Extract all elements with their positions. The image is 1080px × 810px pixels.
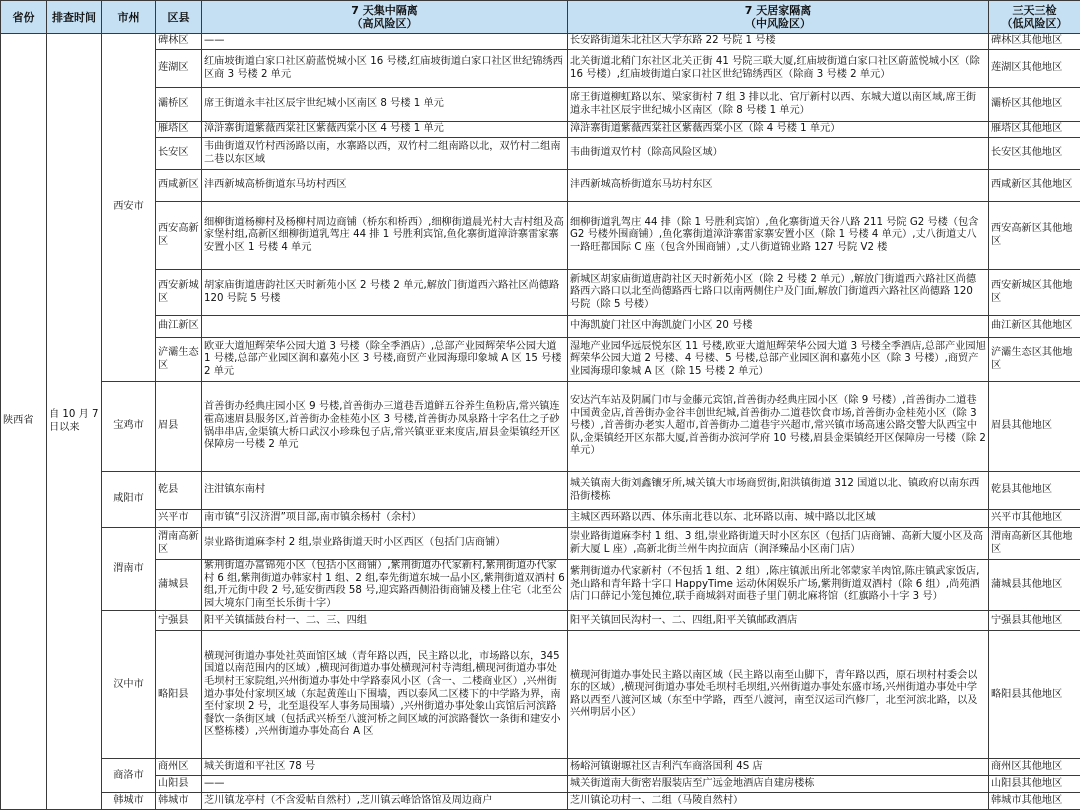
- table-row: [1, 338, 1080, 382]
- low-risk-cell: 碑林区其他地区: [989, 34, 1080, 50]
- mid-risk-cell: 横现河街道办事处民主路以南区域（民主路以南至山脚下，青年路以西，原石坝村村委会以东的区域）,横现河街道办事处毛坝村毛坝组,兴州街道办事处东盛市场,兴州街道办事处中学路以西至八渡河区域（东至中学路，西至八渡河，南至汉运司汽修厂，北至河滨北路，以及兴州明居小区）: [568, 631, 989, 759]
- mid-risk-cell: 沣西新城高桥街道东马坊村东区: [568, 170, 989, 202]
- table-row: [1, 122, 1080, 138]
- time-cell: 自 10 月 7 日以来: [47, 34, 102, 810]
- high-risk-cell: ——: [202, 34, 568, 50]
- high-risk-cell: 南市镇“引汉济渭”项目部,南市镇余杨村（余村）: [202, 510, 568, 528]
- mid-risk-cell: 城关街道南大街密岩服装店至广远金地酒店自建房楼栋: [568, 776, 989, 793]
- district-cell: 碑林区: [156, 34, 202, 50]
- low-risk-cell: 眉县其他地区: [989, 382, 1080, 472]
- table-row: [1, 793, 1080, 810]
- high-risk-cell: 阳平关镇擂鼓台村一、二、三、四组: [202, 611, 568, 631]
- table-row: [1, 316, 1080, 338]
- district-cell: 眉县: [156, 382, 202, 472]
- header-high-title: 7 天集中隔离: [204, 4, 565, 17]
- mid-risk-cell: 细柳街道乳驾庄 44 排（除 1 号胜利宾馆）,鱼化寨街道天谷八路 211 号院 G2 号楼（包含 G2 号楼外围商铺）,鱼化寨街道漳浒寨雷家寨安置小区（除 1 号楼 4 单元）,丈八街道丈八一路旺都国际 C 座（包含外围商铺）,丈八街道锦业路 127 号院 V2 楼: [568, 202, 989, 270]
- low-risk-cell: 雁塔区其他地区: [989, 122, 1080, 138]
- table-row: [1, 631, 1080, 759]
- table-row: [1, 528, 1080, 560]
- mid-risk-cell: 安达汽车站及阴属门市与金藤元宾馆,首善街办经典庄园小区（除 9 号楼）,首善街办二道巷中国黄金店,首善街办金谷丰创世纪城,首善街办二道巷饮食市场,首善街办金桂苑小区（除 3 号楼）,首善街办老实人超市,首善街办二道巷宇兴超市,常兴镇市场高速公路交警大队西宝中队,金渠镇经开区东都大厦,首善街办滨河学府 10 号楼,眉县金渠镇经开区保障房一号楼（除 2 单元）: [568, 382, 989, 472]
- district-cell: 西咸新区: [156, 170, 202, 202]
- low-risk-cell: 宁强县其他地区: [989, 611, 1080, 631]
- mid-risk-cell: 湿地产业园华远辰悦东区 11 号楼,欧亚大道旭辉荣华公园大道 3 号楼全季酒店,总部产业园旭辉荣华公园大道 2 号楼、4 号楼、5 号楼,总部产业园区润和嘉苑小区（除 3 号楼）,商贸产业园海璟印象城 A 区（除 15 号楼 2 单元）: [568, 338, 989, 382]
- table-row: [1, 170, 1080, 202]
- table-row: [1, 138, 1080, 170]
- district-cell: 灞桥区: [156, 88, 202, 122]
- mid-risk-cell: 长安路街道朱北社区大学东路 22 号院 1 号楼: [568, 34, 989, 50]
- mid-risk-cell: 北关街道北稍门东社区北关正街 41 号院三联大厦,红庙坡街道白家口社区蔚蓝悦城小区（除 16 号楼）,红庙坡街道白家口社区世纪锦绣西区（除商 3 号楼 2 单元）: [568, 50, 989, 88]
- low-risk-cell: 长安区其他地区: [989, 138, 1080, 170]
- mid-risk-cell: 阳平关镇回民沟村一、二、四组,阳平关镇邮政酒店: [568, 611, 989, 631]
- high-risk-cell: 芝川镇龙亭村（不含爱帖自然村）,芝川镇云峰饸饹馆及周边商户: [202, 793, 568, 810]
- table-row: [1, 34, 1080, 50]
- low-risk-cell: 曲江新区其他地区: [989, 316, 1080, 338]
- low-risk-cell: 莲湖区其他地区: [989, 50, 1080, 88]
- high-risk-cell: 崇业路街道麻李村 2 组,崇业路街道天时小区西区（包括门店商铺）: [202, 528, 568, 560]
- high-risk-cell: 韦曲街道双竹村西汤路以南，水寨路以西，双竹村二组南路以北，双竹村二组南二巷以东区域: [202, 138, 568, 170]
- low-risk-cell: 兴平市其他地区: [989, 510, 1080, 528]
- header-low-sub: （低风险区）: [991, 17, 1078, 30]
- district-cell: 渭南高新区: [156, 528, 202, 560]
- mid-risk-cell: 漳浒寨街道紫薇西棠社区紫薇西棠小区（除 4 号楼 1 单元）: [568, 122, 989, 138]
- low-risk-cell: 蒲城县其他地区: [989, 560, 1080, 611]
- district-cell: 曲江新区: [156, 316, 202, 338]
- table-row: [1, 50, 1080, 88]
- table-row: [1, 759, 1080, 776]
- header-low-risk: [989, 1, 1080, 34]
- high-risk-cell: 紫荆街道办富锦苑小区（包括小区商铺）,紫荆街道办代家新村,紫荆街道办代家村 6 组,紫荆街道办韩家村 1 组、2 组,奉先街道东城一品小区,紫荆街道双酒村 6 组,开元街中段 2 号,延安街西段 58 号,迎宾路西侧沿街商铺及楼上住宅（北至公园大境东门南至长乐街十字）: [202, 560, 568, 611]
- header-low-title: 三天三检: [991, 4, 1078, 17]
- header-mid-title: 7 天居家隔离: [570, 4, 986, 17]
- header-high-risk: [202, 1, 568, 34]
- header-district: 区县: [156, 1, 202, 34]
- low-risk-cell: 略阳县其他地区: [989, 631, 1080, 759]
- header-mid-risk: [568, 1, 989, 34]
- city-cell: 西安市: [102, 34, 156, 382]
- high-risk-cell: 席王街道永丰社区辰宇世纪城小区南区 8 号楼 1 单元: [202, 88, 568, 122]
- low-risk-cell: 西咸新区其他地区: [989, 170, 1080, 202]
- mid-risk-cell: 杨峪河镇谢塬社区吉利汽车商洛国利 4S 店: [568, 759, 989, 776]
- mid-risk-cell: 席王街道柳虹路以东、梁家街村 7 组 3 排以北、官厅新村以西、东城大道以南区域,席王街道永丰社区辰宇世纪城小区南区（除 8 号楼 1 单元）: [568, 88, 989, 122]
- mid-risk-cell: 韦曲街道双竹村（除高风险区域）: [568, 138, 989, 170]
- high-risk-cell: 红庙坡街道白家口社区蔚蓝悦城小区 16 号楼,红庙坡街道白家口社区世纪锦绣西区商 3 号楼 2 单元: [202, 50, 568, 88]
- low-risk-cell: 山阳县其他地区: [989, 776, 1080, 793]
- high-risk-cell: [202, 316, 568, 338]
- district-cell: 商州区: [156, 759, 202, 776]
- high-risk-cell: 城关街道和平社区 78 号: [202, 759, 568, 776]
- table-row: [1, 202, 1080, 270]
- district-cell: 长安区: [156, 138, 202, 170]
- city-cell: 汉中市: [102, 611, 156, 759]
- high-risk-cell: ——: [202, 776, 568, 793]
- header-mid-sub: （中风险区）: [570, 17, 986, 30]
- district-cell: 山阳县: [156, 776, 202, 793]
- table-row: [1, 382, 1080, 472]
- district-cell: 乾县: [156, 472, 202, 510]
- table-row: [1, 270, 1080, 316]
- district-cell: 莲湖区: [156, 50, 202, 88]
- district-cell: 蒲城县: [156, 560, 202, 611]
- table-row: [1, 510, 1080, 528]
- mid-risk-cell: 芝川镇论功村一、二组（马陵自然村）: [568, 793, 989, 810]
- district-cell: 兴平市: [156, 510, 202, 528]
- mid-risk-cell: 城关镇南大街刘鑫镶牙所,城关镇大市场商贸街,阳洪镇街道 312 国道以北、镇政府以南东西沿街楼栋: [568, 472, 989, 510]
- header-high-sub: （高风险区）: [204, 17, 565, 30]
- table-row: [1, 611, 1080, 631]
- low-risk-cell: 商州区其他地区: [989, 759, 1080, 776]
- low-risk-cell: 渭南高新区其他地区: [989, 528, 1080, 560]
- mid-risk-cell: 崇业路街道麻李村 1 组、3 组,崇业路街道天时小区东区（包括门店商铺、高新大厦小区及高新大厦 L 座）,高新北街兰州牛肉拉面店（润泽臻品小区南门店）: [568, 528, 989, 560]
- table-row: [1, 472, 1080, 510]
- low-risk-cell: 乾县其他地区: [989, 472, 1080, 510]
- district-cell: 宁强县: [156, 611, 202, 631]
- mid-risk-cell: 紫荆街道办代家新村（不包括 1 组、2 组）,陈庄镇派出所北邻蒙家羊肉馆,陈庄镇武家饭店,尧山路和青年路十字口 HappyTime 运动休闲娱乐广场,紫荆街道双酒村（除 6 组）,尚苑酒店门口薛记小笼包摊位,联手商城斜对面巷子里门朝北麻将馆（红旗路小十字 3 号）: [568, 560, 989, 611]
- table-body: [1, 34, 1080, 810]
- district-cell: 雁塔区: [156, 122, 202, 138]
- header-city: 市州: [102, 1, 156, 34]
- high-risk-cell: 胡家庙街道唐韵社区天时新苑小区 2 号楼 2 单元,解放门街道西六路社区尚德路 120 号院 5 号楼: [202, 270, 568, 316]
- low-risk-cell: 韩城市其他地区: [989, 793, 1080, 810]
- city-cell: 宝鸡市: [102, 382, 156, 472]
- high-risk-cell: 欧亚大道旭辉荣华公园大道 3 号楼（除全季酒店）,总部产业园辉荣华公园大道 1 号楼,总部产业园区润和嘉苑小区 3 号楼,商贸产业园海璟印象城 A 区 15 号楼 2 单元: [202, 338, 568, 382]
- city-cell: 咸阳市: [102, 472, 156, 528]
- mid-risk-cell: 中海凯旋门社区中海凯旋门小区 20 号楼: [568, 316, 989, 338]
- district-cell: 西安新城区: [156, 270, 202, 316]
- header-province: 省份: [1, 1, 47, 34]
- table-row: [1, 88, 1080, 122]
- high-risk-cell: 沣西新城高桥街道东马坊村西区: [202, 170, 568, 202]
- mid-risk-cell: 主城区西环路以西、体乐南北巷以东、北环路以南、城中路以北区域: [568, 510, 989, 528]
- district-cell: 略阳县: [156, 631, 202, 759]
- table-header: [1, 1, 1080, 34]
- low-risk-cell: 西安高新区其他地区: [989, 202, 1080, 270]
- high-risk-cell: 注泔镇东南村: [202, 472, 568, 510]
- district-cell: 韩城市: [156, 793, 202, 810]
- header-time: 排查时间: [47, 1, 102, 34]
- low-risk-cell: 西安新城区其他地区: [989, 270, 1080, 316]
- table-row: [1, 776, 1080, 793]
- high-risk-cell: 横现河街道办事处社英面馆区域（青年路以西，民主路以北，市场路以东，345 国道以南范围内的区域）,横现河街道办事处横现河村寺湾组,横现河街道办事处毛坝村王家院组,兴州街道办事处中学路泰风小区（含一、二楼商业区）,兴州街道办事处付家坝区域（东起黄莲山下围墙，西以泰风二区楼下的中学路为界，南至付家坝 2 号，北至退役军人事务局围墙）,兴州街道办事处象山宾馆后河滨路餐饮一条街区域（包括武兴桥至八渡河桥之间区域的河滨路餐饮一条街和建安小区整栋楼）,兴州街道办事处高台 A 区: [202, 631, 568, 759]
- city-cell: 商洛市: [102, 759, 156, 793]
- table-row: [1, 560, 1080, 611]
- low-risk-cell: 浐灞生态区其他地区: [989, 338, 1080, 382]
- mid-risk-cell: 新城区胡家庙街道唐韵社区天时新苑小区（除 2 号楼 2 单元）,解放门街道西六路社区尚德路西六路口以北至尚德路西七路口以南两侧住户及门面,解放门街道西六路社区尚德路 120 号院（除 5 号楼）: [568, 270, 989, 316]
- high-risk-cell: 细柳街道杨柳村及杨柳村周边商铺（桥东和桥西）,细柳街道晨光村大吉村组及高家堡村组,高新区细柳街道乳驾庄 44 排 1 号胜利宾馆,鱼化寨街道漳浒寨雷家寨安置小区 1 号楼 4 单元: [202, 202, 568, 270]
- district-cell: 西安高新区: [156, 202, 202, 270]
- city-cell: 渭南市: [102, 528, 156, 611]
- district-cell: 浐灞生态区: [156, 338, 202, 382]
- high-risk-cell: 漳浒寨街道紫薇西棠社区紫薇西棠小区 4 号楼 1 单元: [202, 122, 568, 138]
- city-cell: 韩城市: [102, 793, 156, 810]
- low-risk-cell: 灞桥区其他地区: [989, 88, 1080, 122]
- province-cell: 陕西省: [1, 34, 47, 810]
- high-risk-cell: 首善街办经典庄园小区 9 号楼,首善街办三道巷吾道鲜五谷养生鱼粉店,常兴镇连霍高速眉县服务区,首善街办金桂苑小区 3 号楼,首善街办凤泉路十字名仕之子砂锅串串店,金渠镇大桥口武汉小珍珠包子店,常兴镇亚亚来度店,眉县金渠镇经开区保障房一号楼 2 单元: [202, 382, 568, 472]
